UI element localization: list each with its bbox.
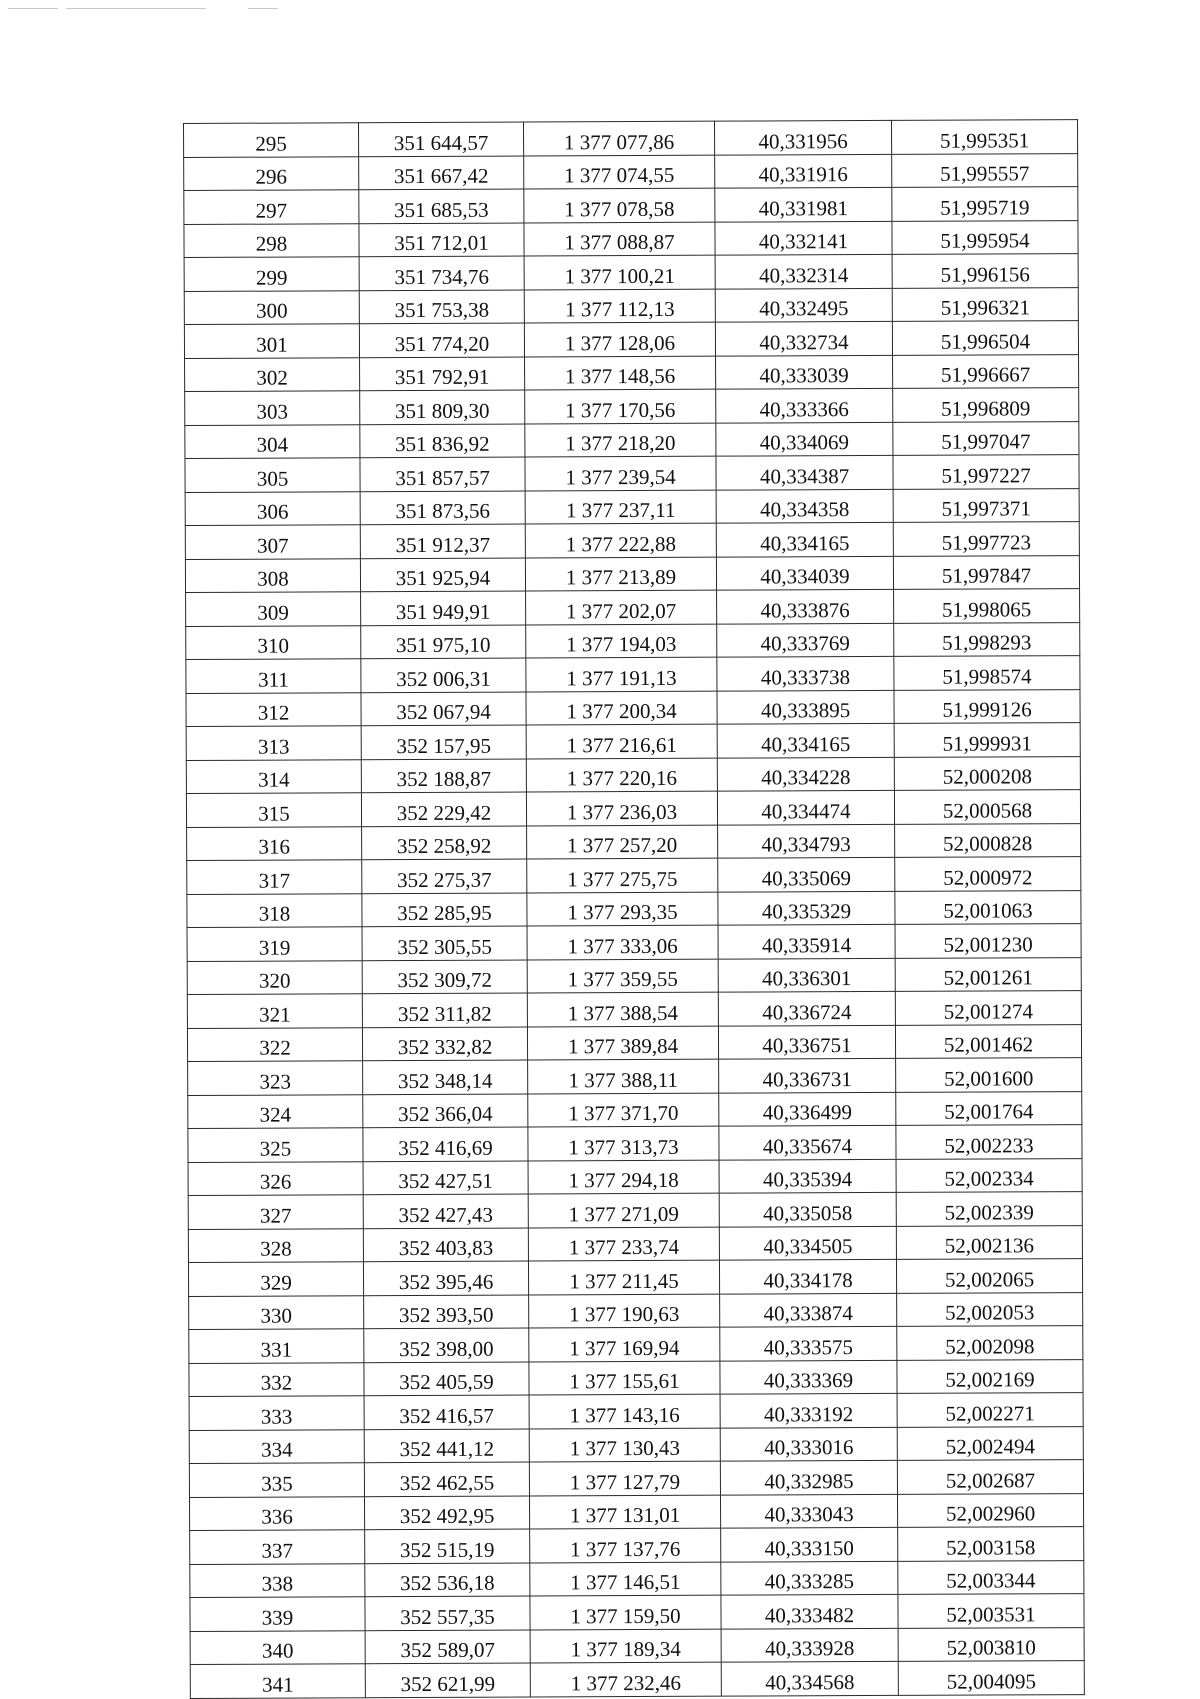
latitude-cell: 40,333482 [721,1594,898,1628]
table-row [186,656,1080,693]
y-coordinate-cell: 1 377 220,16 [526,758,717,792]
longitude-cell: 52,002271 [897,1393,1083,1427]
y-coordinate-cell: 1 377 189,34 [530,1629,721,1663]
x-coordinate-cell: 351 912,37 [360,524,525,558]
latitude-cell: 40,335069 [718,857,895,891]
longitude-cell: 52,002339 [896,1192,1082,1226]
x-coordinate-cell: 351 685,53 [359,189,524,223]
point-number-cell: 314 [186,759,361,793]
point-number-cell: 329 [188,1262,363,1296]
longitude-cell: 51,999126 [894,689,1080,723]
latitude-cell: 40,333150 [721,1527,898,1561]
point-number-cell: 326 [188,1161,363,1195]
y-coordinate-cell: 1 377 128,06 [524,322,715,356]
y-coordinate-cell: 1 377 155,61 [529,1361,720,1395]
table-row [188,1192,1082,1229]
y-coordinate-cell: 1 377 275,75 [527,858,718,892]
scan-artifact [8,8,58,9]
y-coordinate-cell: 1 377 222,88 [525,523,716,557]
point-number-cell: 336 [189,1496,364,1530]
y-coordinate-cell: 1 377 169,94 [529,1327,720,1361]
x-coordinate-cell: 352 403,83 [363,1228,528,1262]
y-coordinate-cell: 1 377 190,63 [529,1294,720,1328]
table-row [186,756,1080,793]
longitude-cell: 52,000828 [895,823,1081,857]
latitude-cell: 40,333369 [720,1360,897,1394]
table-row [184,187,1078,224]
table-row [189,1460,1083,1497]
table-row [185,455,1079,492]
y-coordinate-cell: 1 377 293,35 [527,892,718,926]
point-number-cell: 313 [186,726,361,760]
point-number-cell: 322 [187,1027,362,1061]
x-coordinate-cell: 352 427,51 [363,1161,528,1195]
longitude-cell: 52,001600 [896,1058,1082,1092]
longitude-cell: 52,003158 [898,1527,1084,1561]
y-coordinate-cell: 1 377 213,89 [525,557,716,591]
longitude-cell: 51,997227 [893,455,1079,489]
longitude-cell: 52,000972 [895,857,1081,891]
latitude-cell: 40,334228 [717,757,894,791]
point-number-cell: 307 [185,525,360,559]
longitude-cell: 51,997047 [893,421,1079,455]
y-coordinate-cell: 1 377 359,55 [527,959,718,993]
latitude-cell: 40,333285 [721,1561,898,1595]
y-coordinate-cell: 1 377 194,03 [526,624,717,658]
point-number-cell: 320 [187,960,362,994]
point-number-cell: 316 [187,826,362,860]
longitude-cell: 52,001764 [896,1091,1082,1125]
point-number-cell: 334 [189,1429,364,1463]
latitude-cell: 40,332734 [715,321,892,355]
y-coordinate-cell: 1 377 236,03 [526,791,717,825]
x-coordinate-cell: 352 305,55 [362,926,527,960]
y-coordinate-cell: 1 377 146,51 [530,1562,721,1596]
y-coordinate-cell: 1 377 388,54 [527,992,718,1026]
y-coordinate-cell: 1 377 239,54 [525,456,716,490]
table-row [186,589,1080,626]
latitude-cell: 40,333769 [717,623,894,657]
table-row [185,388,1079,425]
longitude-cell: 51,998293 [894,622,1080,656]
point-number-cell: 297 [184,190,359,224]
x-coordinate-cell: 352 398,00 [364,1328,529,1362]
latitude-cell: 40,336499 [719,1092,896,1126]
longitude-cell: 51,999931 [894,723,1080,757]
latitude-cell: 40,334505 [719,1226,896,1260]
x-coordinate-cell: 351 857,57 [360,457,525,491]
point-number-cell: 311 [186,659,361,693]
longitude-cell: 51,997371 [893,488,1079,522]
x-coordinate-cell: 352 229,42 [361,792,526,826]
y-coordinate-cell: 1 377 077,86 [523,121,714,155]
latitude-cell: 40,336724 [718,991,895,1025]
latitude-cell: 40,334793 [718,824,895,858]
longitude-cell: 51,996667 [893,354,1079,388]
table-row [184,220,1078,257]
table-row [185,421,1079,458]
point-number-cell: 306 [185,491,360,525]
longitude-cell: 52,002334 [896,1158,1082,1192]
longitude-cell: 52,002098 [897,1326,1083,1360]
latitude-cell: 40,333575 [720,1326,897,1360]
y-coordinate-cell: 1 377 131,01 [529,1495,720,1529]
x-coordinate-cell: 352 395,46 [363,1261,528,1295]
point-number-cell: 327 [188,1195,363,1229]
point-number-cell: 331 [189,1329,364,1363]
table-row [185,354,1079,391]
x-coordinate-cell: 352 348,14 [363,1060,528,1094]
point-number-cell: 338 [190,1563,365,1597]
longitude-cell: 52,001230 [895,924,1081,958]
point-number-cell: 339 [190,1597,365,1631]
y-coordinate-cell: 1 377 294,18 [528,1160,719,1194]
longitude-cell: 51,998574 [894,656,1080,690]
x-coordinate-cell: 351 712,01 [359,223,524,257]
latitude-cell: 40,336731 [719,1058,896,1092]
x-coordinate-cell: 352 441,12 [364,1429,529,1463]
y-coordinate-cell: 1 377 074,55 [524,155,715,189]
y-coordinate-cell: 1 377 218,20 [525,423,716,457]
x-coordinate-cell: 352 188,87 [361,759,526,793]
latitude-cell: 40,331981 [715,187,892,221]
table-row [185,555,1079,592]
longitude-cell: 52,001462 [895,1024,1081,1058]
table-row [186,622,1080,659]
point-number-cell: 317 [187,860,362,894]
longitude-cell: 52,003531 [898,1594,1084,1628]
point-number-cell: 324 [188,1094,363,1128]
longitude-cell: 51,996321 [892,287,1078,321]
table-row [187,857,1081,894]
table-row [186,723,1080,760]
x-coordinate-cell: 352 275,37 [362,859,527,893]
scan-artifact [248,8,278,9]
y-coordinate-cell: 1 377 257,20 [527,825,718,859]
longitude-cell: 51,996156 [892,254,1078,288]
x-coordinate-cell: 351 925,94 [360,558,525,592]
longitude-cell: 51,997723 [893,522,1079,556]
x-coordinate-cell: 352 427,43 [363,1194,528,1228]
point-number-cell: 302 [185,357,360,391]
point-number-cell: 330 [189,1295,364,1329]
y-coordinate-cell: 1 377 371,70 [528,1093,719,1127]
point-number-cell: 308 [185,558,360,592]
latitude-cell: 40,334387 [716,455,893,489]
table-row [186,790,1080,827]
latitude-cell: 40,332495 [715,288,892,322]
latitude-cell: 40,335914 [718,924,895,958]
x-coordinate-cell: 352 311,82 [362,993,527,1027]
x-coordinate-cell: 351 774,20 [359,323,524,357]
table-row [184,287,1078,324]
y-coordinate-cell: 1 377 148,56 [525,356,716,390]
y-coordinate-cell: 1 377 137,76 [530,1528,721,1562]
point-number-cell: 300 [184,290,359,324]
y-coordinate-cell: 1 377 313,73 [528,1126,719,1160]
latitude-cell: 40,336751 [718,1025,895,1059]
x-coordinate-cell: 351 975,10 [361,625,526,659]
longitude-cell: 52,002233 [896,1125,1082,1159]
latitude-cell: 40,333738 [717,656,894,690]
latitude-cell: 40,333928 [721,1628,898,1662]
y-coordinate-cell: 1 377 211,45 [528,1260,719,1294]
longitude-cell: 52,004095 [898,1661,1084,1695]
table-row [190,1527,1084,1564]
x-coordinate-cell: 351 734,76 [359,256,524,290]
x-coordinate-cell: 352 589,07 [365,1629,530,1663]
x-coordinate-cell: 352 309,72 [362,960,527,994]
table-row [189,1393,1083,1430]
table-row [190,1661,1084,1698]
latitude-cell: 40,331916 [715,154,892,188]
x-coordinate-cell: 352 515,19 [365,1529,530,1563]
y-coordinate-cell: 1 377 232,46 [530,1662,721,1696]
x-coordinate-cell: 352 405,59 [364,1362,529,1396]
longitude-cell: 52,002494 [897,1426,1083,1460]
x-coordinate-cell: 352 366,04 [363,1094,528,1128]
point-number-cell: 305 [185,458,360,492]
table-row [189,1359,1083,1396]
table-row [185,522,1079,559]
y-coordinate-cell: 1 377 202,07 [526,590,717,624]
x-coordinate-cell: 352 557,35 [365,1596,530,1630]
latitude-cell: 40,335394 [719,1159,896,1193]
x-coordinate-cell: 351 792,91 [360,357,525,391]
y-coordinate-cell: 1 377 170,56 [525,389,716,423]
table-row [188,1259,1082,1296]
table-row [188,1058,1082,1095]
longitude-cell: 52,002053 [897,1292,1083,1326]
latitude-cell: 40,334474 [717,790,894,824]
coordinates-table [183,119,1085,1698]
table-row [186,689,1080,726]
x-coordinate-cell: 352 258,92 [362,826,527,860]
point-number-cell: 299 [184,257,359,291]
longitude-cell: 51,995557 [892,153,1078,187]
longitude-cell: 52,001063 [895,890,1081,924]
point-number-cell: 333 [189,1396,364,1430]
table-row [188,1158,1082,1195]
y-coordinate-cell: 1 377 333,06 [527,925,718,959]
scan-artifact [66,8,206,9]
y-coordinate-cell: 1 377 143,16 [529,1394,720,1428]
point-number-cell: 310 [186,625,361,659]
table-row [188,1225,1082,1262]
latitude-cell: 40,335674 [719,1125,896,1159]
latitude-cell: 40,333366 [716,388,893,422]
point-number-cell: 303 [185,391,360,425]
table-row [187,890,1081,927]
longitude-cell: 52,003344 [898,1560,1084,1594]
table-row [184,153,1078,190]
x-coordinate-cell: 352 393,50 [364,1295,529,1329]
table-row [187,991,1081,1028]
latitude-cell: 40,334039 [716,556,893,590]
longitude-cell: 51,996809 [893,388,1079,422]
table-row [188,1091,1082,1128]
point-number-cell: 325 [188,1128,363,1162]
latitude-cell: 40,331956 [714,120,891,154]
y-coordinate-cell: 1 377 088,87 [524,222,715,256]
point-number-cell: 318 [187,893,362,927]
point-number-cell: 312 [186,692,361,726]
y-coordinate-cell: 1 377 233,74 [528,1227,719,1261]
table-row [190,1560,1084,1597]
x-coordinate-cell: 351 836,92 [360,424,525,458]
latitude-cell: 40,332985 [720,1460,897,1494]
longitude-cell: 52,002687 [897,1460,1083,1494]
latitude-cell: 40,334178 [719,1259,896,1293]
latitude-cell: 40,333895 [717,690,894,724]
point-number-cell: 296 [184,156,359,190]
y-coordinate-cell: 1 377 200,34 [526,691,717,725]
latitude-cell: 40,333043 [720,1494,897,1528]
x-coordinate-cell: 352 462,55 [364,1462,529,1496]
latitude-cell: 40,332314 [715,254,892,288]
x-coordinate-cell: 352 332,82 [362,1027,527,1061]
table-row [189,1326,1083,1363]
table-row [184,254,1078,291]
longitude-cell: 52,001261 [895,957,1081,991]
point-number-cell: 301 [184,324,359,358]
longitude-cell: 52,003810 [898,1627,1084,1661]
table-row [187,823,1081,860]
point-number-cell: 295 [184,123,359,157]
y-coordinate-cell: 1 377 271,09 [528,1193,719,1227]
x-coordinate-cell: 352 006,31 [361,658,526,692]
coordinates-table-body [184,120,1085,1698]
x-coordinate-cell: 352 157,95 [361,725,526,759]
point-number-cell: 298 [184,223,359,257]
longitude-cell: 51,995954 [892,220,1078,254]
point-number-cell: 328 [188,1228,363,1262]
longitude-cell: 52,002065 [896,1259,1082,1293]
y-coordinate-cell: 1 377 216,61 [526,724,717,758]
point-number-cell: 340 [190,1630,365,1664]
table-row [187,924,1081,961]
longitude-cell: 52,000208 [894,756,1080,790]
latitude-cell: 40,334069 [716,422,893,456]
y-coordinate-cell: 1 377 388,11 [528,1059,719,1093]
y-coordinate-cell: 1 377 191,13 [526,657,717,691]
x-coordinate-cell: 351 949,91 [361,591,526,625]
latitude-cell: 40,333876 [717,589,894,623]
longitude-cell: 51,996504 [892,321,1078,355]
latitude-cell: 40,335058 [719,1192,896,1226]
x-coordinate-cell: 352 416,69 [363,1127,528,1161]
table-row [187,1024,1081,1061]
x-coordinate-cell: 351 809,30 [360,390,525,424]
table-row [189,1292,1083,1329]
x-coordinate-cell: 352 621,99 [365,1663,530,1697]
latitude-cell: 40,333192 [720,1393,897,1427]
point-number-cell: 335 [189,1463,364,1497]
point-number-cell: 315 [186,793,361,827]
table-row [190,1594,1084,1631]
y-coordinate-cell: 1 377 237,11 [525,490,716,524]
latitude-cell: 40,334165 [716,522,893,556]
longitude-cell: 51,998065 [894,589,1080,623]
point-number-cell: 321 [187,994,362,1028]
x-coordinate-cell: 351 644,57 [359,122,524,156]
point-number-cell: 304 [185,424,360,458]
x-coordinate-cell: 352 067,94 [361,692,526,726]
longitude-cell: 52,000568 [894,790,1080,824]
latitude-cell: 40,335329 [718,891,895,925]
x-coordinate-cell: 351 667,42 [359,156,524,190]
y-coordinate-cell: 1 377 112,13 [524,289,715,323]
point-number-cell: 341 [190,1664,365,1698]
point-number-cell: 319 [187,927,362,961]
longitude-cell: 51,995351 [891,120,1077,154]
table-row [184,321,1078,358]
y-coordinate-cell: 1 377 389,84 [527,1026,718,1060]
point-number-cell: 337 [190,1530,365,1564]
longitude-cell: 52,002960 [897,1493,1083,1527]
table-row [189,1493,1083,1530]
x-coordinate-cell: 351 873,56 [360,491,525,525]
latitude-cell: 40,333016 [720,1427,897,1461]
table-row [185,488,1079,525]
y-coordinate-cell: 1 377 127,79 [529,1461,720,1495]
latitude-cell: 40,334165 [717,723,894,757]
latitude-cell: 40,334358 [716,489,893,523]
longitude-cell: 51,997847 [893,555,1079,589]
longitude-cell: 52,002136 [896,1225,1082,1259]
y-coordinate-cell: 1 377 078,58 [524,188,715,222]
x-coordinate-cell: 352 416,57 [364,1395,529,1429]
longitude-cell: 51,995719 [892,187,1078,221]
point-number-cell: 323 [188,1061,363,1095]
table-row [189,1426,1083,1463]
latitude-cell: 40,333874 [720,1293,897,1327]
table-row [184,120,1078,157]
y-coordinate-cell: 1 377 100,21 [524,255,715,289]
latitude-cell: 40,334568 [721,1661,898,1695]
latitude-cell: 40,336301 [718,958,895,992]
x-coordinate-cell: 351 753,38 [359,290,524,324]
table-row [190,1627,1084,1664]
x-coordinate-cell: 352 285,95 [362,893,527,927]
table-row [187,957,1081,994]
x-coordinate-cell: 352 492,95 [364,1496,529,1530]
longitude-cell: 52,001274 [895,991,1081,1025]
y-coordinate-cell: 1 377 130,43 [529,1428,720,1462]
y-coordinate-cell: 1 377 159,50 [530,1595,721,1629]
longitude-cell: 52,002169 [897,1359,1083,1393]
point-number-cell: 332 [189,1362,364,1396]
x-coordinate-cell: 352 536,18 [365,1563,530,1597]
table-row [188,1125,1082,1162]
point-number-cell: 309 [186,592,361,626]
latitude-cell: 40,332141 [715,221,892,255]
latitude-cell: 40,333039 [716,355,893,389]
